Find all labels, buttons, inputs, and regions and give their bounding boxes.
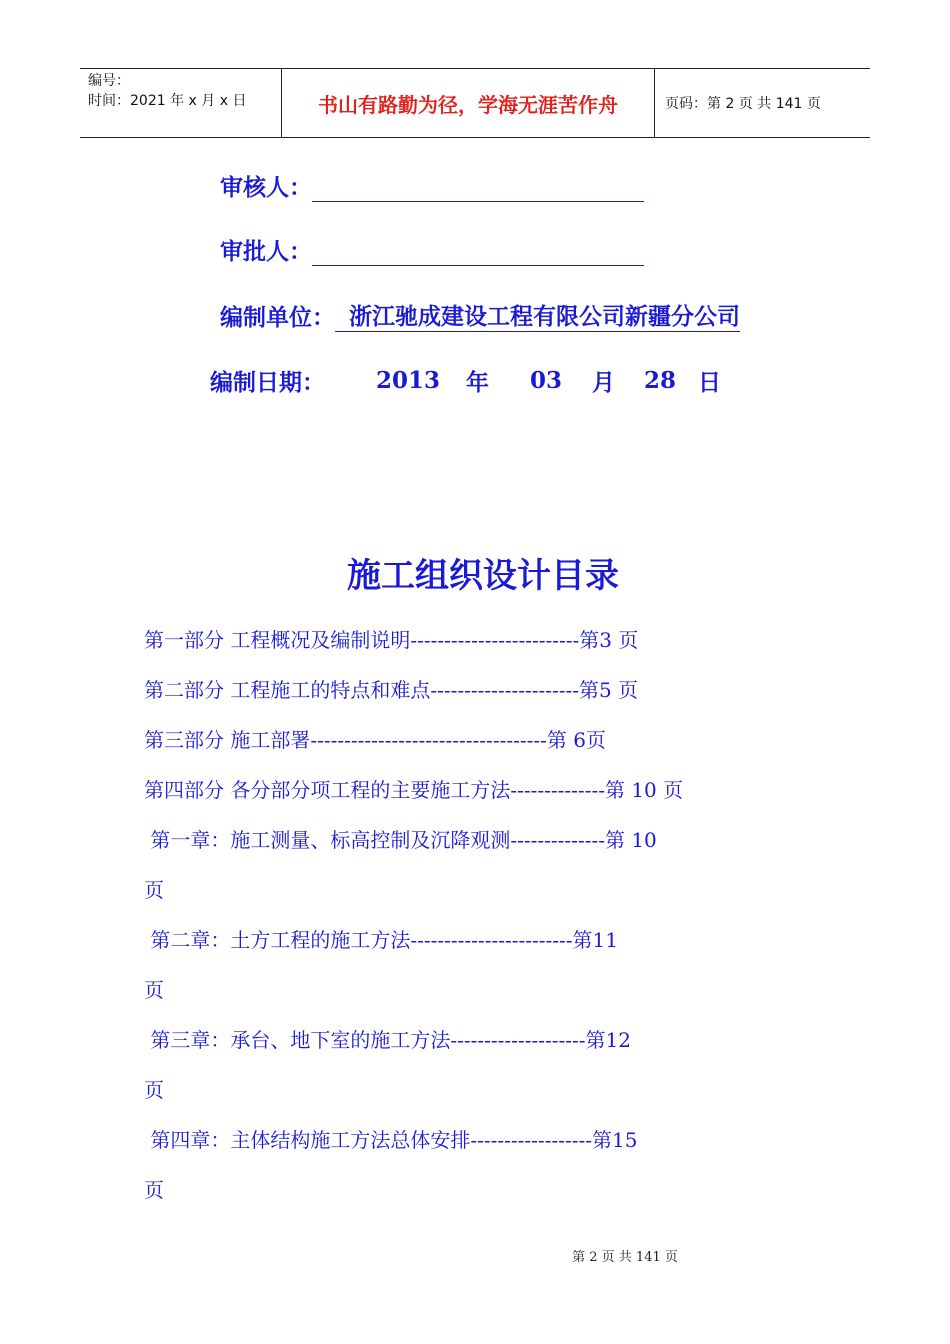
- reviewer-row: [220, 162, 644, 202]
- toc-line: 页: [144, 1178, 164, 1202]
- page-footer: 第 2 页 共 141 页: [572, 1250, 678, 1265]
- toc-line: 页: [144, 1078, 164, 1102]
- unit-label: 编制单位：: [220, 304, 335, 331]
- toc-line: 第二章：土方工程的施工方法------------------------第11: [144, 928, 618, 952]
- approver-signature-line: [312, 235, 644, 266]
- document-header: [80, 68, 870, 138]
- date-label: 编制日期：: [210, 368, 325, 396]
- header-page-info: 页码：第 2 页 共 141 页: [665, 96, 821, 112]
- date-day-unit: 日: [698, 368, 721, 396]
- date-year-unit: 年: [466, 368, 489, 396]
- time-label: 时间：2021 年 x 月 x 日: [88, 93, 247, 109]
- unit-value: 浙江驰成建设工程有限公司新疆分公司: [335, 298, 740, 332]
- approver-row: [220, 226, 644, 266]
- toc-line: 第一章：施工测量、标高控制及沉降观测--------------第 10: [144, 828, 657, 852]
- date-day: 28: [644, 366, 677, 394]
- date-month: 03: [530, 366, 563, 394]
- date-year: 2013: [376, 366, 441, 394]
- toc-line: 第三章：承台、地下室的施工方法--------------------第12: [144, 1028, 631, 1052]
- toc-title: 施工组织设计目录: [347, 556, 619, 596]
- header-meta: [80, 69, 282, 137]
- toc-line: 页: [144, 878, 164, 902]
- reviewer-signature-line: [312, 171, 644, 202]
- date-row: [210, 360, 721, 400]
- toc-line: 第四章：主体结构施工方法总体安排------------------第15: [144, 1128, 638, 1152]
- toc-line: 第一部分 工程概况及编制说明-------------------------第3 页: [144, 628, 639, 652]
- unit-row: [220, 292, 740, 332]
- toc-line: 第二部分 工程施工的特点和难点----------------------第5 页: [144, 678, 639, 702]
- toc-line: 第三部分 施工部署-----------------------------------第 6页: [144, 728, 606, 752]
- reviewer-label: 审核人：: [220, 174, 312, 201]
- date-month-unit: 月: [592, 368, 615, 396]
- toc-line: 页: [144, 978, 164, 1002]
- approver-label: 审批人：: [220, 238, 312, 265]
- toc-line: 第四部分 各分部分项工程的主要施工方法--------------第 10 页: [144, 778, 684, 802]
- header-motto: 书山有路勤为径，学海无涯苦作舟: [282, 69, 655, 137]
- code-label: 编号：: [88, 73, 130, 89]
